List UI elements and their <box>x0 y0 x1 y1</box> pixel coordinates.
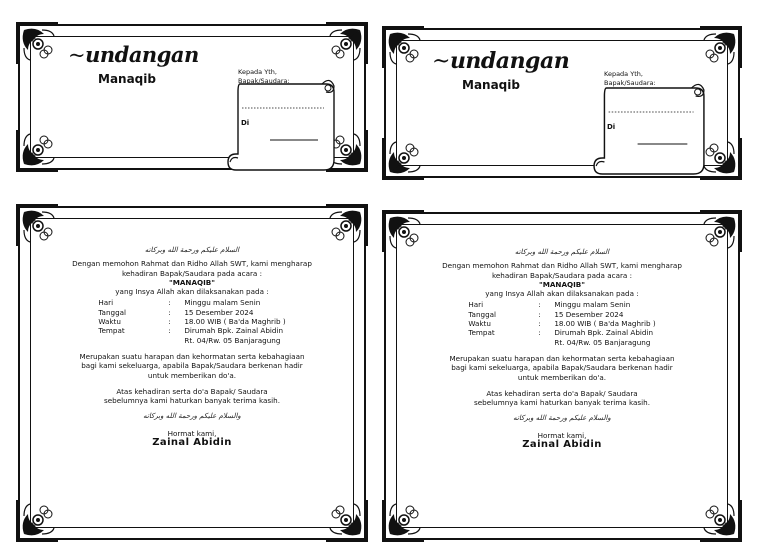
corner-ornament-icon <box>698 24 744 70</box>
hope-text: untuk memberikan do'a. <box>517 372 607 382</box>
event-name: "MANAQIB" <box>168 277 216 287</box>
signatory-name: Zainal Abidin <box>152 437 232 449</box>
corner-ornament-icon <box>324 20 370 66</box>
detail-row: Tempat : Dirumah Bpk. Zainal Abidin <box>468 328 654 338</box>
opening-greeting: السلام عليكم ورحمة الله وبركاته <box>144 246 240 254</box>
detail-row: Waktu : 18.00 WIB ( Ba'da Maghrib ) <box>468 319 656 329</box>
detail-row: Rt. 04/Rw. 05 Banjaragung <box>554 337 651 347</box>
address-scroll <box>226 78 336 174</box>
intro-text: kehadiran Bapak/Saudara pada acara : <box>121 268 263 278</box>
closing-greeting: والسلام عليكم ورحمة الله وبركاته <box>513 414 611 423</box>
invitation-card-2 <box>384 212 740 540</box>
event-details <box>468 300 655 346</box>
event-details <box>98 298 285 344</box>
corner-ornament-icon <box>380 136 426 182</box>
detail-row: Waktu : 18.00 WIB ( Ba'da Maghrib ) <box>98 317 286 327</box>
event-name: "MANAQIB" <box>538 279 586 289</box>
regards-text: Hormat kami, <box>167 428 217 438</box>
invitation-body <box>408 248 716 449</box>
event-subtitle: Manaqib <box>98 72 156 86</box>
hope-text: untuk memberikan do'a. <box>147 370 237 380</box>
intro-text: Dengan memohon Rahmat dan Ridho Allah SWT, kami mengharap <box>442 261 682 271</box>
intro-text: Dengan memohon Rahmat dan Ridho Allah SWT, kami mengharap <box>72 259 312 269</box>
hope-text: bagi kami sekeluarga, apabila Bapak/Saudara berkenan hadir <box>81 361 303 371</box>
event-subtitle: Manaqib <box>462 78 520 92</box>
detail-row: Hari : Minggu malam Senin <box>98 298 261 308</box>
detail-row: Hari : Minggu malam Senin <box>468 300 631 310</box>
thanks-text: sebelumnya kami haturkan banyak terima kasih. <box>103 396 281 406</box>
corner-ornament-icon <box>380 498 426 543</box>
hope-text: Merupakan suatu harapan dan kehormatan serta kebahagiaan <box>79 351 305 361</box>
corner-ornament-icon <box>14 128 60 174</box>
thanks-text: Atas kehadiran serta do'a Bapak/ Saudara <box>116 386 268 396</box>
envelope-card-1 <box>18 24 366 170</box>
intro-text: kehadiran Bapak/Saudara pada acara : <box>491 270 633 280</box>
undangan-logo: ~undangan <box>432 48 570 74</box>
hope-text: Merupakan suatu harapan dan kehormatan serta kebahagiaan <box>449 353 675 363</box>
corner-ornament-icon <box>380 24 426 70</box>
di-label: Di <box>241 119 250 127</box>
corner-ornament-icon <box>14 202 60 248</box>
invitation-card-1 <box>18 206 366 540</box>
schedule-intro: yang Insya Allah akan dilaksanakan pada : <box>115 287 269 297</box>
thanks-text: sebelumnya kami haturkan banyak terima kasih. <box>473 398 651 408</box>
schedule-intro: yang Insya Allah akan dilaksanakan pada : <box>485 289 639 299</box>
corner-ornament-icon <box>324 202 370 248</box>
hope-text: bagi kami sekeluarga, apabila Bapak/Saudara berkenan hadir <box>451 363 673 373</box>
corner-ornament-icon <box>324 498 370 543</box>
signatory-name: Zainal Abidin <box>522 439 602 451</box>
recipient-label: Kepada Yth, Bapak/Saudara: <box>238 68 290 85</box>
closing-greeting: والسلام عليكم ورحمة الله وبركاته <box>143 412 241 421</box>
invitation-body <box>42 246 342 447</box>
recipient-label: Kepada Yth, Bapak/Saudara: <box>604 70 656 87</box>
corner-ornament-icon <box>698 498 744 543</box>
regards-text: Hormat kami, <box>537 430 587 440</box>
detail-row: Rt. 04/Rw. 05 Banjaragung <box>184 335 281 345</box>
envelope-card-2 <box>384 28 740 178</box>
opening-greeting: السلام عليكم ورحمة الله وبركاته <box>514 248 610 256</box>
detail-row: Tanggal : 15 Desember 2024 <box>98 307 254 317</box>
corner-ornament-icon <box>14 498 60 543</box>
thanks-text: Atas kehadiran serta do'a Bapak/ Saudara <box>486 388 638 398</box>
corner-ornament-icon <box>14 20 60 66</box>
address-scroll <box>592 82 706 178</box>
di-label: Di <box>607 123 616 131</box>
detail-row: Tempat : Dirumah Bpk. Zainal Abidin <box>98 326 284 336</box>
detail-row: Tanggal : 15 Desember 2024 <box>468 309 624 319</box>
undangan-logo: ~undangan <box>68 42 199 67</box>
